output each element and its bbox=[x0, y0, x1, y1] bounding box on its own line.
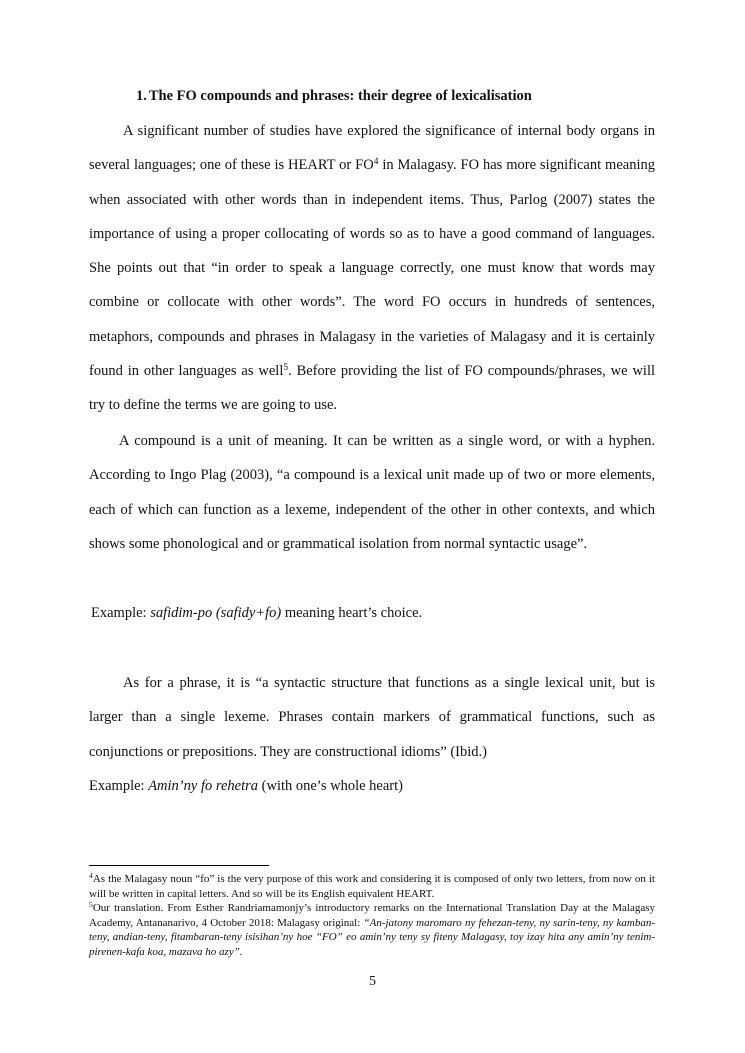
footnote-4-text: As the Malagasy noun “fo” is the very purpose of this work and considering it is composed of only two letters, from now on it will be written in capital letters. And so will be its English equivalent HEART. bbox=[89, 873, 655, 900]
paragraph-compound-definition: A compound is a unit of meaning. It can be written as a single word, or with a hyphen. According to Ingo Plag (2003), “a compound is a lexical unit made up of two or more elements, each of which can function as a lexeme, independent of the other in other contexts, and which shows some phonological and or grammatical isolation from normal syntactic usage”. bbox=[89, 433, 655, 552]
paragraph1-text-c: . Before providing the list of FO compounds/phrases, we will try to define the terms we are going to use. bbox=[89, 363, 656, 414]
paragraph1-text-a: A significant number of studies have explored the significance of internal body organs in several languages; one of these is HEART or FO bbox=[89, 123, 655, 174]
footnote-5-mark: 5 bbox=[89, 899, 93, 909]
paragraph-phrase-definition: As for a phrase, it is “a syntactic structure that functions as a single lexical unit, but is larger than a single lexeme. Phrases contain markers of grammatical functions, such as conjunctions or prepositions. They are constructional idioms” (Ibid.) bbox=[89, 675, 655, 760]
paragraph1-text-b: in Malagasy. FO has more significant meaning when associated with other words than in independent items. Thus, Parlog (2007) states the importance of using a proper collocating of words so as to have a good command of languages. She points out that “in order to speak a language correctly, one must know that words may combine or collocate with other words”. The word FO occurs in hundreds of sentences, metaphors, compounds and phrases in Malagasy in the varieties of Malagasy and it is certainly found in other languages as well bbox=[89, 157, 655, 380]
example2-gloss: (with one’s whole heart) bbox=[258, 778, 403, 794]
section-heading bbox=[136, 88, 532, 105]
footnote-5 bbox=[89, 901, 655, 959]
example1-label: Example: bbox=[91, 605, 151, 621]
footnote-4-mark: 4 bbox=[89, 870, 93, 880]
footnote-ref-4: 4 bbox=[373, 157, 379, 168]
footnote-ref-5: 5 bbox=[283, 362, 289, 373]
example1-term: safidim-po (safidy+fo) bbox=[150, 605, 282, 621]
footnote-4 bbox=[89, 872, 655, 901]
footnotes bbox=[89, 872, 655, 959]
footnote-divider bbox=[89, 865, 269, 866]
example1-gloss: meaning heart’s choice. bbox=[281, 605, 423, 621]
footnote-5-text: Our translation. From Esther Randriamamonjy’s introductory remarks on the International Translation Day at the Malagasy Academy, Antananarivo, 4 October 2018: Malagasy original: bbox=[89, 902, 655, 929]
section-title: The FO compounds and phrases: their degree of lexicalisation bbox=[148, 88, 532, 104]
section-number: 1. bbox=[136, 88, 147, 104]
example2-term: Amin’ny fo rehetra bbox=[148, 778, 259, 794]
example-compound bbox=[91, 605, 422, 622]
example2-label: Example: bbox=[89, 778, 149, 794]
example-phrase bbox=[89, 778, 403, 795]
footnote-5-malagasy-quote: “An-jatony maromaro ny fehezan-teny, ny sarin-teny, ny kamban-teny, andian-teny, fitambaran-teny isisihan’ny hoe “FO” eo amin’ny teny sy fiteny Malagasy, toy izay hita any amin’ny tenim-pirenen-kafa koa, mazava ho azy”. bbox=[89, 916, 655, 958]
page-number: 5 bbox=[369, 974, 376, 989]
paragraph-heart-studies bbox=[89, 114, 655, 423]
